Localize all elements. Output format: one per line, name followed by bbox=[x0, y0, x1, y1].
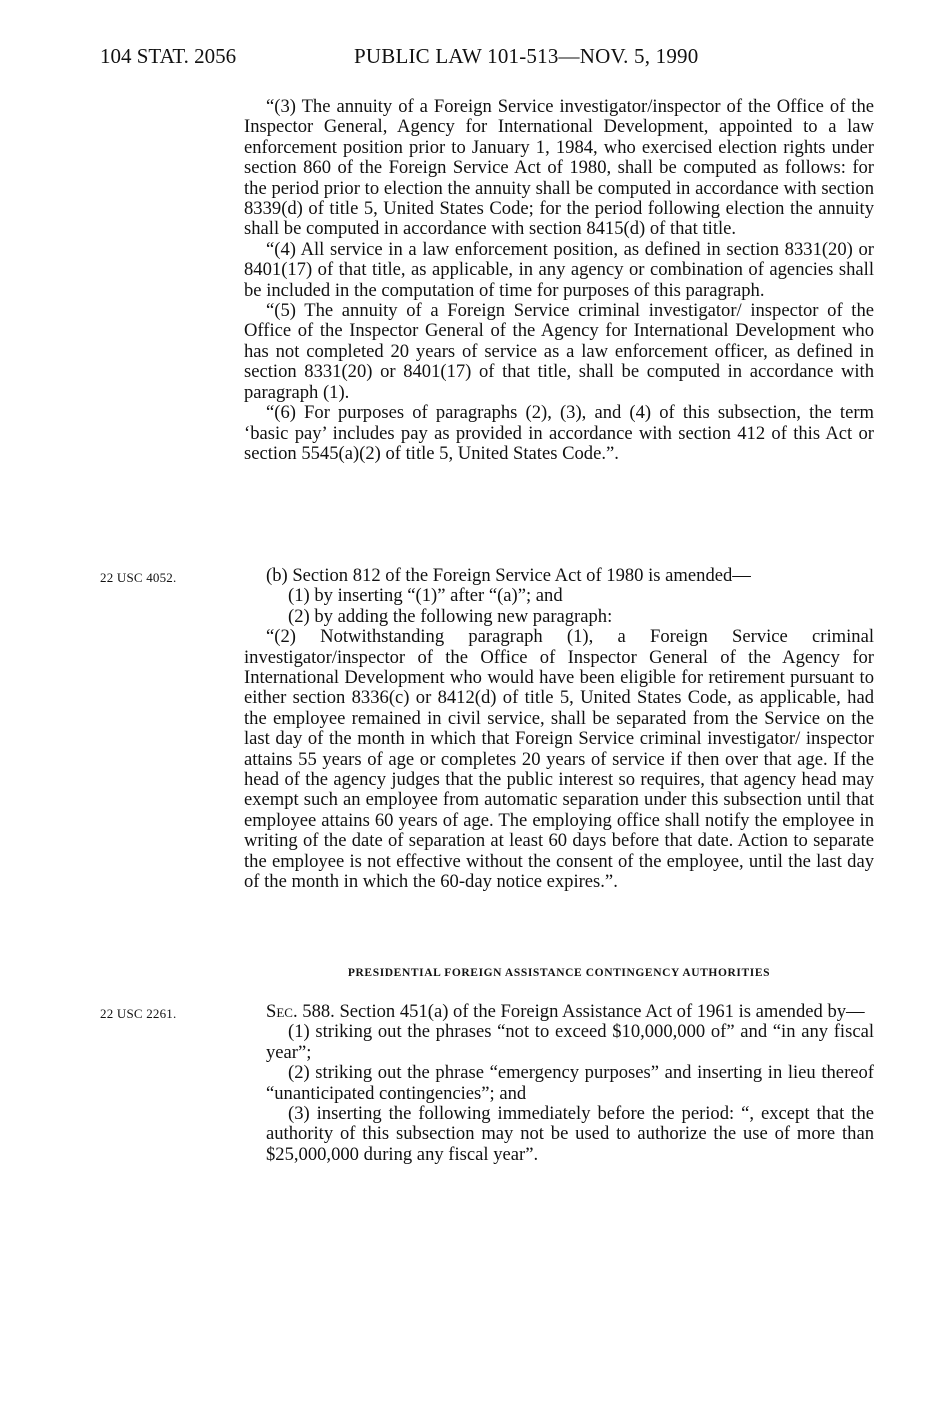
subsection-b-intro: (b) Section 812 of the Foreign Service Act of 1980 is amended— bbox=[266, 565, 751, 586]
section-588-intro bbox=[244, 1002, 874, 1022]
subsection-b-item-1: (1) by inserting “(1)” after “(a)”; and bbox=[288, 585, 563, 607]
section-588 bbox=[244, 1002, 874, 1165]
paragraph-5: “(5) The annuity of a Foreign Service criminal investigator/ inspector of the Office of the Inspector General of the Agency for International Development who has not completed 20 years of service as a law enforcement officer, as defined in section 8331(20) or 8401(17) of that title, shall be computed in accordance with paragraph (1). bbox=[244, 300, 874, 403]
annuity-paragraphs bbox=[244, 97, 874, 464]
section-588-item-1: (1) striking out the phrases “not to exceed $10,000,000 of” and “in any fiscal year”; bbox=[266, 1021, 874, 1063]
paragraph-4: “(4) All service in a law enforcement position, as defined in section 8331(20) or 8401(17) of that title, as applicable, in any agency or combination of agencies shall be included in the computation of time for purposes of this paragraph. bbox=[244, 238, 874, 301]
paragraph-6: “(6) For purposes of paragraphs (2), (3), and (4) of this subsection, the term ‘basic pay’ includes pay as provided in accordance with section 412 of this Act or section 5545(a)(2) of title 5, United States Code.”. bbox=[244, 402, 874, 464]
margin-note-22-usc-2261: 22 USC 2261. bbox=[100, 1006, 177, 1021]
margin-note-22-usc-4052: 22 USC 4052. bbox=[100, 570, 177, 585]
subsection-b-item-2: (2) by adding the following new paragraph: bbox=[288, 605, 613, 627]
public-law-citation: PUBLIC LAW 101-513—NOV. 5, 1990 bbox=[354, 44, 699, 68]
subsection-b bbox=[244, 566, 874, 893]
page-header bbox=[100, 44, 900, 74]
section-heading: PRESIDENTIAL FOREIGN ASSISTANCE CONTINGENCY AUTHORITIES bbox=[347, 967, 771, 979]
section-588-item-3: (3) inserting the following immediately before the period: “, except that the authority of this subsection may not be used to authorize the use of more than $25,000,000 during any fiscal year”. bbox=[266, 1103, 874, 1165]
sec-label: Sec. bbox=[266, 1001, 298, 1022]
section-588-text: 588. Section 451(a) of the Foreign Assistance Act of 1961 is amended by— bbox=[302, 1001, 865, 1022]
stat-page-number: 104 STAT. 2056 bbox=[100, 44, 237, 68]
section-588-item-2: (2) striking out the phrase “emergency purposes” and inserting in lieu thereof “unanticipated contingencies”; and bbox=[266, 1062, 874, 1104]
new-paragraph-2: “(2) Notwithstanding paragraph (1), a Foreign Service criminal investigator/inspector of the Office of Inspector General of the Agency for International Development who would have been eligible for retirement pursuant to either section 8336(c) or 8412(d) of title 5, United States Code, as applicable, had the employee remained in civil service, shall be separated from the Service on the last day of the month in which that Foreign Service criminal investigator/ inspector attains 55 years of age or completes 20 years of service if then over that age. If the head of the agency judges that the public interest so requires, that agency head may exempt such an employee from automatic separation under this subsection until that employee attains 60 years of age. The employing office shall notify the employee in writing of the date of separation at least 60 days before that date. Action to separate the employee is not effective without the consent of the employee, until the last day of the month in which the 60-day notice expires.”. bbox=[244, 626, 874, 893]
paragraph-3: “(3) The annuity of a Foreign Service investigator/inspector of the Office of the Inspector General, Agency for International Development, appointed to a law enforcement position prior to January 1, 1984, who exercised election rights under section 860 of the Foreign Service Act of 1980, shall be computed as follows: for the period prior to election the annuity shall be computed in accordance with section 8339(d) of title 5, United States Code; for the period following election the annuity shall be computed in accordance with section 8415(d) of that title. bbox=[244, 96, 874, 240]
